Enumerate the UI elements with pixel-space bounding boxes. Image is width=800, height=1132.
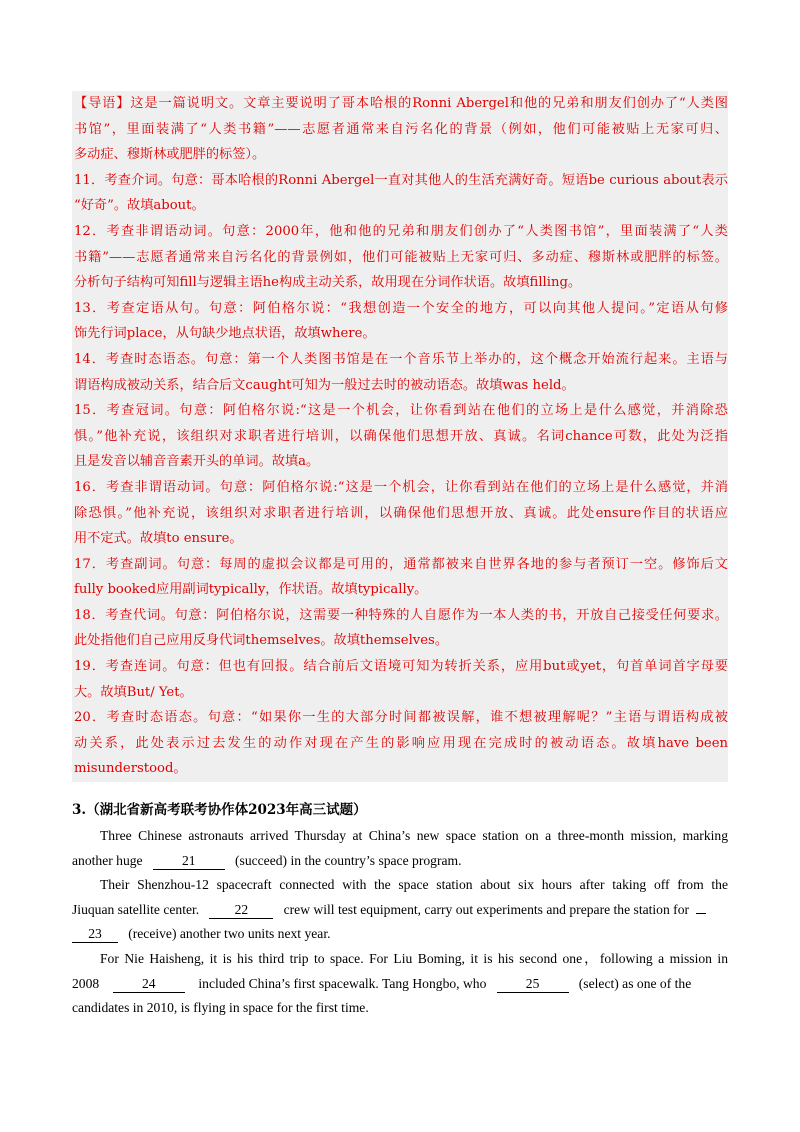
answer-line: 书馆”，里面装满了“人类书籍”——志愿者通常来自污名化的背景（例如，他们可能被贴上无家可归、	[74, 121, 728, 137]
paragraph-2-line-3: 23 (receive) another two units next year.	[72, 922, 728, 947]
answer-line: misunderstood。	[74, 761, 187, 777]
paragraph-2-line-1: Their Shenzhou-12 spacecraft connected with the space station about six hours after taking off from the	[100, 877, 728, 893]
answer-line: 18．考查代词。句意：阿伯格尔说，这需要一种特殊的人自愿作为一本人类的书，开放自己接受任何要求。	[74, 607, 728, 623]
answer-line: 饰先行词place，从句缺少地点状语，故填where。	[74, 326, 376, 342]
question-3	[72, 798, 728, 1021]
answer-line: 用不定式。故填to ensure。	[74, 531, 243, 547]
answer-line: 此处指他们自己应用反身代词themselves。故填themselves。	[74, 633, 449, 649]
answer-line: 20．考查时态语态。句意：“如果你一生的大部分时间都被误解，谁不想被理解呢？”主语与谓语构成被	[74, 710, 728, 726]
blank-23[interactable]: 23	[72, 926, 118, 943]
answer-line: 13．考查定语从句。句意：阿伯格尔说：“我想创造一个安全的地方，可以向其他人提问。”定语从句修	[74, 300, 728, 316]
answer-line: 谓语构成被动关系，结合后文caught可知为一般过去时的被动语态。故填was held。	[74, 377, 575, 393]
paragraph-2-line-2: Jiuquan satellite center. 22 crew will test equipment, carry out experiments and prepare the station for	[72, 898, 728, 923]
answer-line: 11．考查介词。句意：哥本哈根的Ronni Abergel一直对其他人的生活充满好奇。短语be curious about表示	[74, 172, 728, 188]
blank-23-lead	[696, 913, 706, 914]
answer-line: 【导语】这是一篇说明文。文章主要说明了哥本哈根的Ronni Abergel和他的兄弟和朋友们创办了“人类图	[74, 96, 728, 111]
answer-line: fully booked应用副词typically，作状语。故填typically。	[74, 582, 428, 598]
answer-explanation-box	[72, 91, 728, 782]
blank-24[interactable]: 24	[113, 976, 185, 993]
paragraph-1-line-1: Three Chinese astronauts arrived Thursday at China’s new space station on a three-month mission, marking	[100, 828, 728, 843]
answer-line: 12．考查非谓语动词。句意：2000年，他和他的兄弟和朋友们创办了“人类图书馆”，里面装满了“人类	[74, 223, 728, 239]
answer-line: 书籍”——志愿者通常来自污名化的背景例如，他们可能被贴上无家可归、多动症、穆斯林或肥胖的标签。	[74, 249, 728, 265]
answer-line: 除恐惧。”他补充说，该组织对求职者进行培训，以确保他们思想开放、真诚。此处ensure作目的状语应	[74, 505, 728, 521]
answer-line: 15．考查冠词。句意：阿伯格尔说:“这是一个机会，让你看到站在他们的立场上是什么感觉，并消除恐	[74, 403, 728, 419]
answer-line: 大。故填But/ Yet。	[74, 684, 193, 700]
answer-line: 多动症、穆斯林或肥胖的标签）。	[74, 147, 266, 163]
paragraph-3-line-2: 2008 24 included China’s first spacewalk. Tang Hongbo, who 25 (select) as one of the	[72, 975, 692, 991]
answer-line: 17．考查副词。句意：每周的虚拟会议都是可用的，通常都被来自世界各地的参与者预订一空。修饰后文	[74, 556, 728, 572]
answer-line: 且是发音以辅音音素开头的单词。故填a。	[74, 454, 320, 470]
question-header: 3.（湖北省新高考联考协作体2023年高三试题）	[72, 802, 367, 818]
answer-line: “好奇”。故填about。	[74, 198, 205, 214]
answer-line: 16．考查非谓语动词。句意：阿伯格尔说:“这是一个机会，让你看到站在他们的立场上是什么感觉，并消	[74, 479, 728, 495]
answer-line: 动关系，此处表示过去发生的动作对现在产生的影响应用现在完成时的被动语态。故填have been	[74, 735, 728, 751]
answer-line: 14．考查时态语态。句意：第一个人类图书馆是在一个音乐节上举办的，这个概念开始流行起来。主语与	[74, 351, 728, 367]
paragraph-3-line-3: candidates in 2010, is flying in space for the first time.	[72, 1000, 369, 1016]
answer-line: 惧。”他补充说，该组织对求职者进行培训，以确保他们思想开放、真诚。名词chance可数，此处为泛指	[74, 428, 728, 444]
answer-line: 分析句子结构可知fill与逻辑主语he构成主动关系，故用现在分词作状语。故填filling。	[74, 275, 582, 291]
paragraph-1-line-2: another huge 21 (succeed) in the country’s space program.	[72, 852, 462, 868]
blank-22[interactable]: 22	[209, 902, 273, 919]
blank-25[interactable]: 25	[497, 976, 569, 993]
blank-21[interactable]: 21	[153, 853, 225, 870]
answer-line: 19．考查连词。句意：但也有回报。结合前后文语境可知为转折关系，应用but或yet，句首单词首字母要	[74, 659, 728, 675]
paragraph-3-line-1: For Nie Haisheng, it is his third trip to space. For Liu Boming, it is his second one，following a mission in	[100, 950, 728, 966]
